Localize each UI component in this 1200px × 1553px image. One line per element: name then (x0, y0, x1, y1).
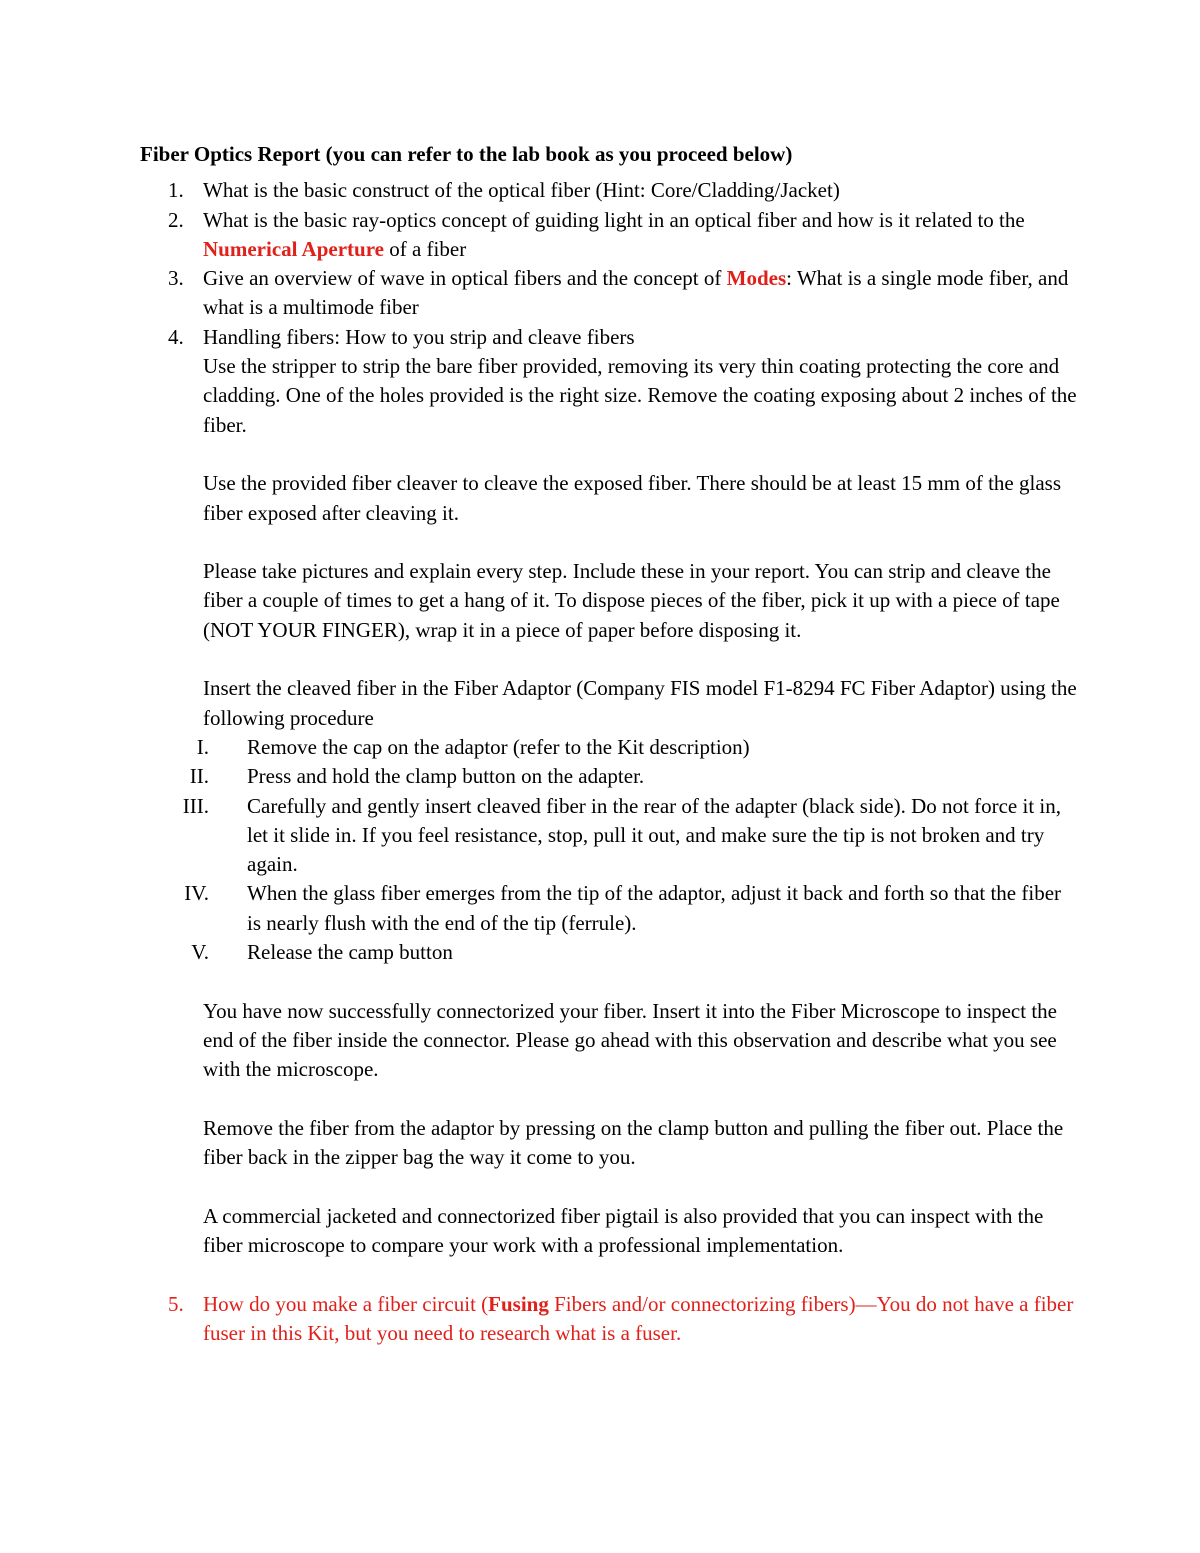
list-number: 1. (168, 178, 184, 203)
list-number: 4. (168, 324, 184, 349)
step-number: V. (191, 940, 209, 965)
list-number: 5. (168, 1291, 184, 1316)
list-item-text: Handling fibers: How to you strip and cleave fibers (203, 324, 635, 349)
page-title: Fiber Optics Report (you can refer to the lab book as you proceed below) (140, 142, 793, 166)
step-number: III. (182, 793, 209, 818)
list-item-text: What is the basic construct of the optical fiber (Hint: Core/Cladding/Jacket) (203, 178, 840, 203)
cleave-paragraph: Use the provided fiber cleaver to cleave the exposed fiber. There should be at least 15 mm of the glass fiber exposed after cleaving it. (203, 471, 1061, 525)
microscope-paragraph: You have now successfully connectorized your fiber. Insert it into the Fiber Microscope to inspect the end of the fiber inside the connector. Please go ahead with this observation and describe what you see with the microscope. (203, 998, 1057, 1082)
procedure-step-4 (184, 879, 1080, 938)
list-item-3 (140, 264, 1080, 323)
step-number: II. (189, 764, 209, 789)
step-text: Remove the cap on the adaptor (refer to the Kit description) (247, 734, 750, 759)
step-text: When the glass fiber emerges from the tip of the adaptor, adjust it back and forth so that the fiber is nearly flush with the end of the tip (ferrule). (247, 881, 1062, 935)
procedure-step-5 (191, 938, 1080, 967)
list-item-2 (140, 206, 1080, 265)
highlight-fusing: Fusing (488, 1291, 549, 1316)
list-item-text-end: Fibers and/or connectorizing fibers)—You do not have a fiber fuser in this Kit, but you need to research what is a fuser. (203, 1291, 1074, 1345)
list-item-text-end: of a fiber (383, 236, 467, 261)
list-item-text: Give an overview of wave in optical fibers and the concept of (203, 266, 727, 291)
list-item-text: How do you make a fiber circuit ( (203, 1291, 489, 1316)
list-item-4 (140, 323, 1080, 1261)
step-number: I. (196, 734, 209, 759)
pigtail-paragraph: A commercial jacketed and connectorized fiber pigtail is also provided that you can inspect with the fiber microscope to compare your work with a professional implementation. (203, 1203, 1044, 1257)
remove-fiber-paragraph: Remove the fiber from the adaptor by pressing on the clamp button and pulling the fiber out. Place the fiber back in the zipper bag the way it come to you. (203, 1115, 1064, 1170)
step-text: Release the camp button (247, 940, 453, 965)
procedure-step-1 (196, 733, 1080, 762)
list-number: 2. (168, 207, 184, 232)
strip-paragraph: Use the stripper to strip the bare fiber provided, removing its very thin coating protecting the core and cladding. One of the holes provided is the right size. Remove the coating exposing about 2 inches of the fiber. (203, 354, 1077, 437)
step-text: Carefully and gently insert cleaved fiber in the rear of the adapter (black side). Do not force it in, let it slide in. If you feel resistance, stop, pull it out, and make sure the tip is not broken and try again. (247, 793, 1062, 877)
list-number: 3. (168, 266, 184, 291)
list-item-5 (140, 1290, 1080, 1349)
procedure-step-2 (189, 762, 1080, 791)
step-number: IV. (184, 881, 209, 906)
procedure-step-3 (182, 792, 1080, 880)
highlight-numerical-aperture: Numerical Aperture (203, 236, 384, 261)
list-item-text: What is the basic ray-optics concept of guiding light in an optical fiber and how is it related to the (203, 207, 1025, 232)
pictures-paragraph: Please take pictures and explain every step. Include these in your report. You can strip and cleave the fiber a couple of times to get a hang of it. To dispose pieces of the fiber, pick it up with a piece of tape (NOT YOUR FINGER), wrap it in a piece of paper before disposing it. (203, 559, 1060, 642)
adaptor-paragraph: Insert the cleaved fiber in the Fiber Adaptor (Company FIS model F1-8294 FC Fiber Adaptor) using the following procedure (203, 676, 1077, 730)
step-text: Press and hold the clamp button on the adapter. (247, 764, 645, 789)
list-item-1 (140, 176, 1080, 205)
list-item-text-end: : What is a single mode fiber, and what is a multimode fiber (203, 266, 1069, 320)
document-page (140, 140, 1080, 1348)
highlight-modes: Modes (726, 266, 787, 291)
